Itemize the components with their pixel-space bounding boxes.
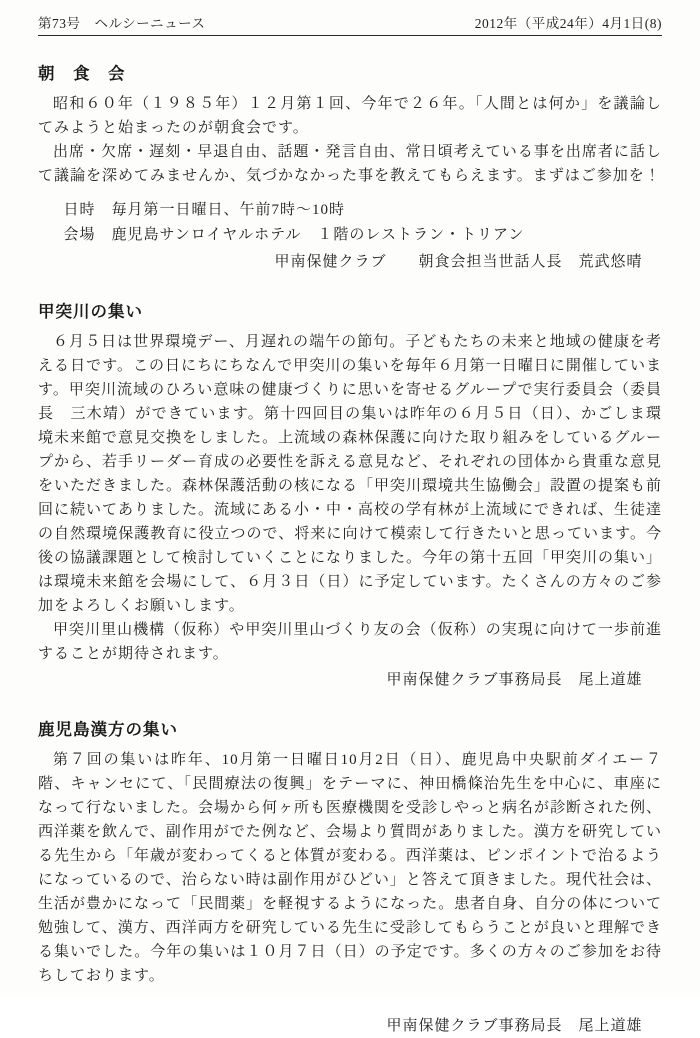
paragraph: 昭和６０年（１９８５年）１２月第１回、今年で２６年。「人間とは何か」を議論してみようと始まったのが朝食会です。	[38, 96, 662, 136]
info-line-venue: 会場 鹿児島サンロイヤルホテル １階のレストラン・トリアン	[63, 227, 525, 243]
event-info-block	[38, 198, 662, 248]
section-title-breakfast: 朝 食 会	[38, 65, 126, 83]
section-breakfast-meeting	[38, 60, 662, 274]
issue-date: 2012年（平成24年）4月1日(8)	[474, 16, 662, 31]
signature-kotsukigawa: 甲南保健クラブ事務局長 尾上道雄	[386, 672, 643, 688]
paragraph: 甲突川里山機構（仮称）や甲突川里山づくり友の会（仮称）の実現に向けて一歩前進することが期待されます。	[38, 622, 662, 662]
signature-breakfast: 甲南保健クラブ 朝食会担当世話人長 荒武悠晴	[274, 254, 643, 270]
paragraph: 第７回の集いは昨年、10月第一日曜日10月2日（日）、鹿児島中央駅前ダイエー７階、キャンセにて、「民間療法の復興」をテーマに、神田橋條治先生を中心に、車座になって行ないました。会場から何ヶ所も医療機関を受診しやっと病名が診断された例、西洋薬を飲んで、副作用がでた例など、会場より質問がありました。漢方を研究している先生から「年歳が変わってくると体質が変わる。西洋薬は、ピンポイントで治るようになっているので、治らない時は副作用がひどい」と答えて頂きました。現代社会は、生活が豊かになって「民間薬」を軽視するようになった。患者自身、自分の体について勉強して、漢方、西洋両方を研究している先生に受診してもらうことが良いと理解できる集いでした。今年の集いは１０月７日（日）の予定です。多くの方々のご参加をお待ちしております。	[38, 752, 663, 984]
section-title-kotsukigawa: 甲突川の集い	[38, 303, 143, 321]
info-line-datetime: 日時 毎月第一日曜日、午前7時～10時	[63, 202, 346, 218]
signature-kampo: 甲南保健クラブ事務局長 尾上道雄	[386, 1018, 643, 1034]
page-header	[38, 12, 662, 36]
section-kampo-gathering	[38, 716, 662, 1038]
paragraph: ６月５日は世界環境デー、月遅れの端午の節句。子どもたちの未来と地域の健康を考える日です。この日にちにちなんで甲突川の集いを毎年６月第一日曜日に開催しています。甲突川流域のひろい意味の健康づくりに思いを寄せるグループで実行委員会（委員長 三木靖）ができています。第十四回目の集いは昨年の６月５日（日）、かごしま環境未来館で意見交換をしました。上流域の森林保護に向けた取り組みをしているグループから、若手リーダー育成の必要性を訴える意見など、それぞれの団体から貴重な意見をいただきました。森林保護活動の核になる「甲突川環境共生協働会」設置の提案も前回に続いてありました。流域にある小・中・高校の学有林が上流域にできれば、生徒達の自然環境保護教育に役立つので、将来に向けて模索して行きたいと思っています。今後の協議課題として検討していくことになりました。今年の第十五回「甲突川の集い」は環境未来館を会場にして、６月３日（日）に予定しています。たくさんの方々のご参加をよろしくお願いします。	[38, 334, 663, 614]
paragraph: 出席・欠席・遅刻・早退自由、話題・発言自由、常日頃考えている事を出席者に話して議論を深めてみませんか、気づかなかった事を教えてもらえます。まずはご参加を！	[38, 144, 662, 184]
issue-title: 第73号 ヘルシーニュース	[38, 16, 206, 31]
section-title-kampo: 鹿児島漢方の集い	[38, 721, 178, 739]
section-kotsukigawa-gathering	[38, 298, 662, 692]
